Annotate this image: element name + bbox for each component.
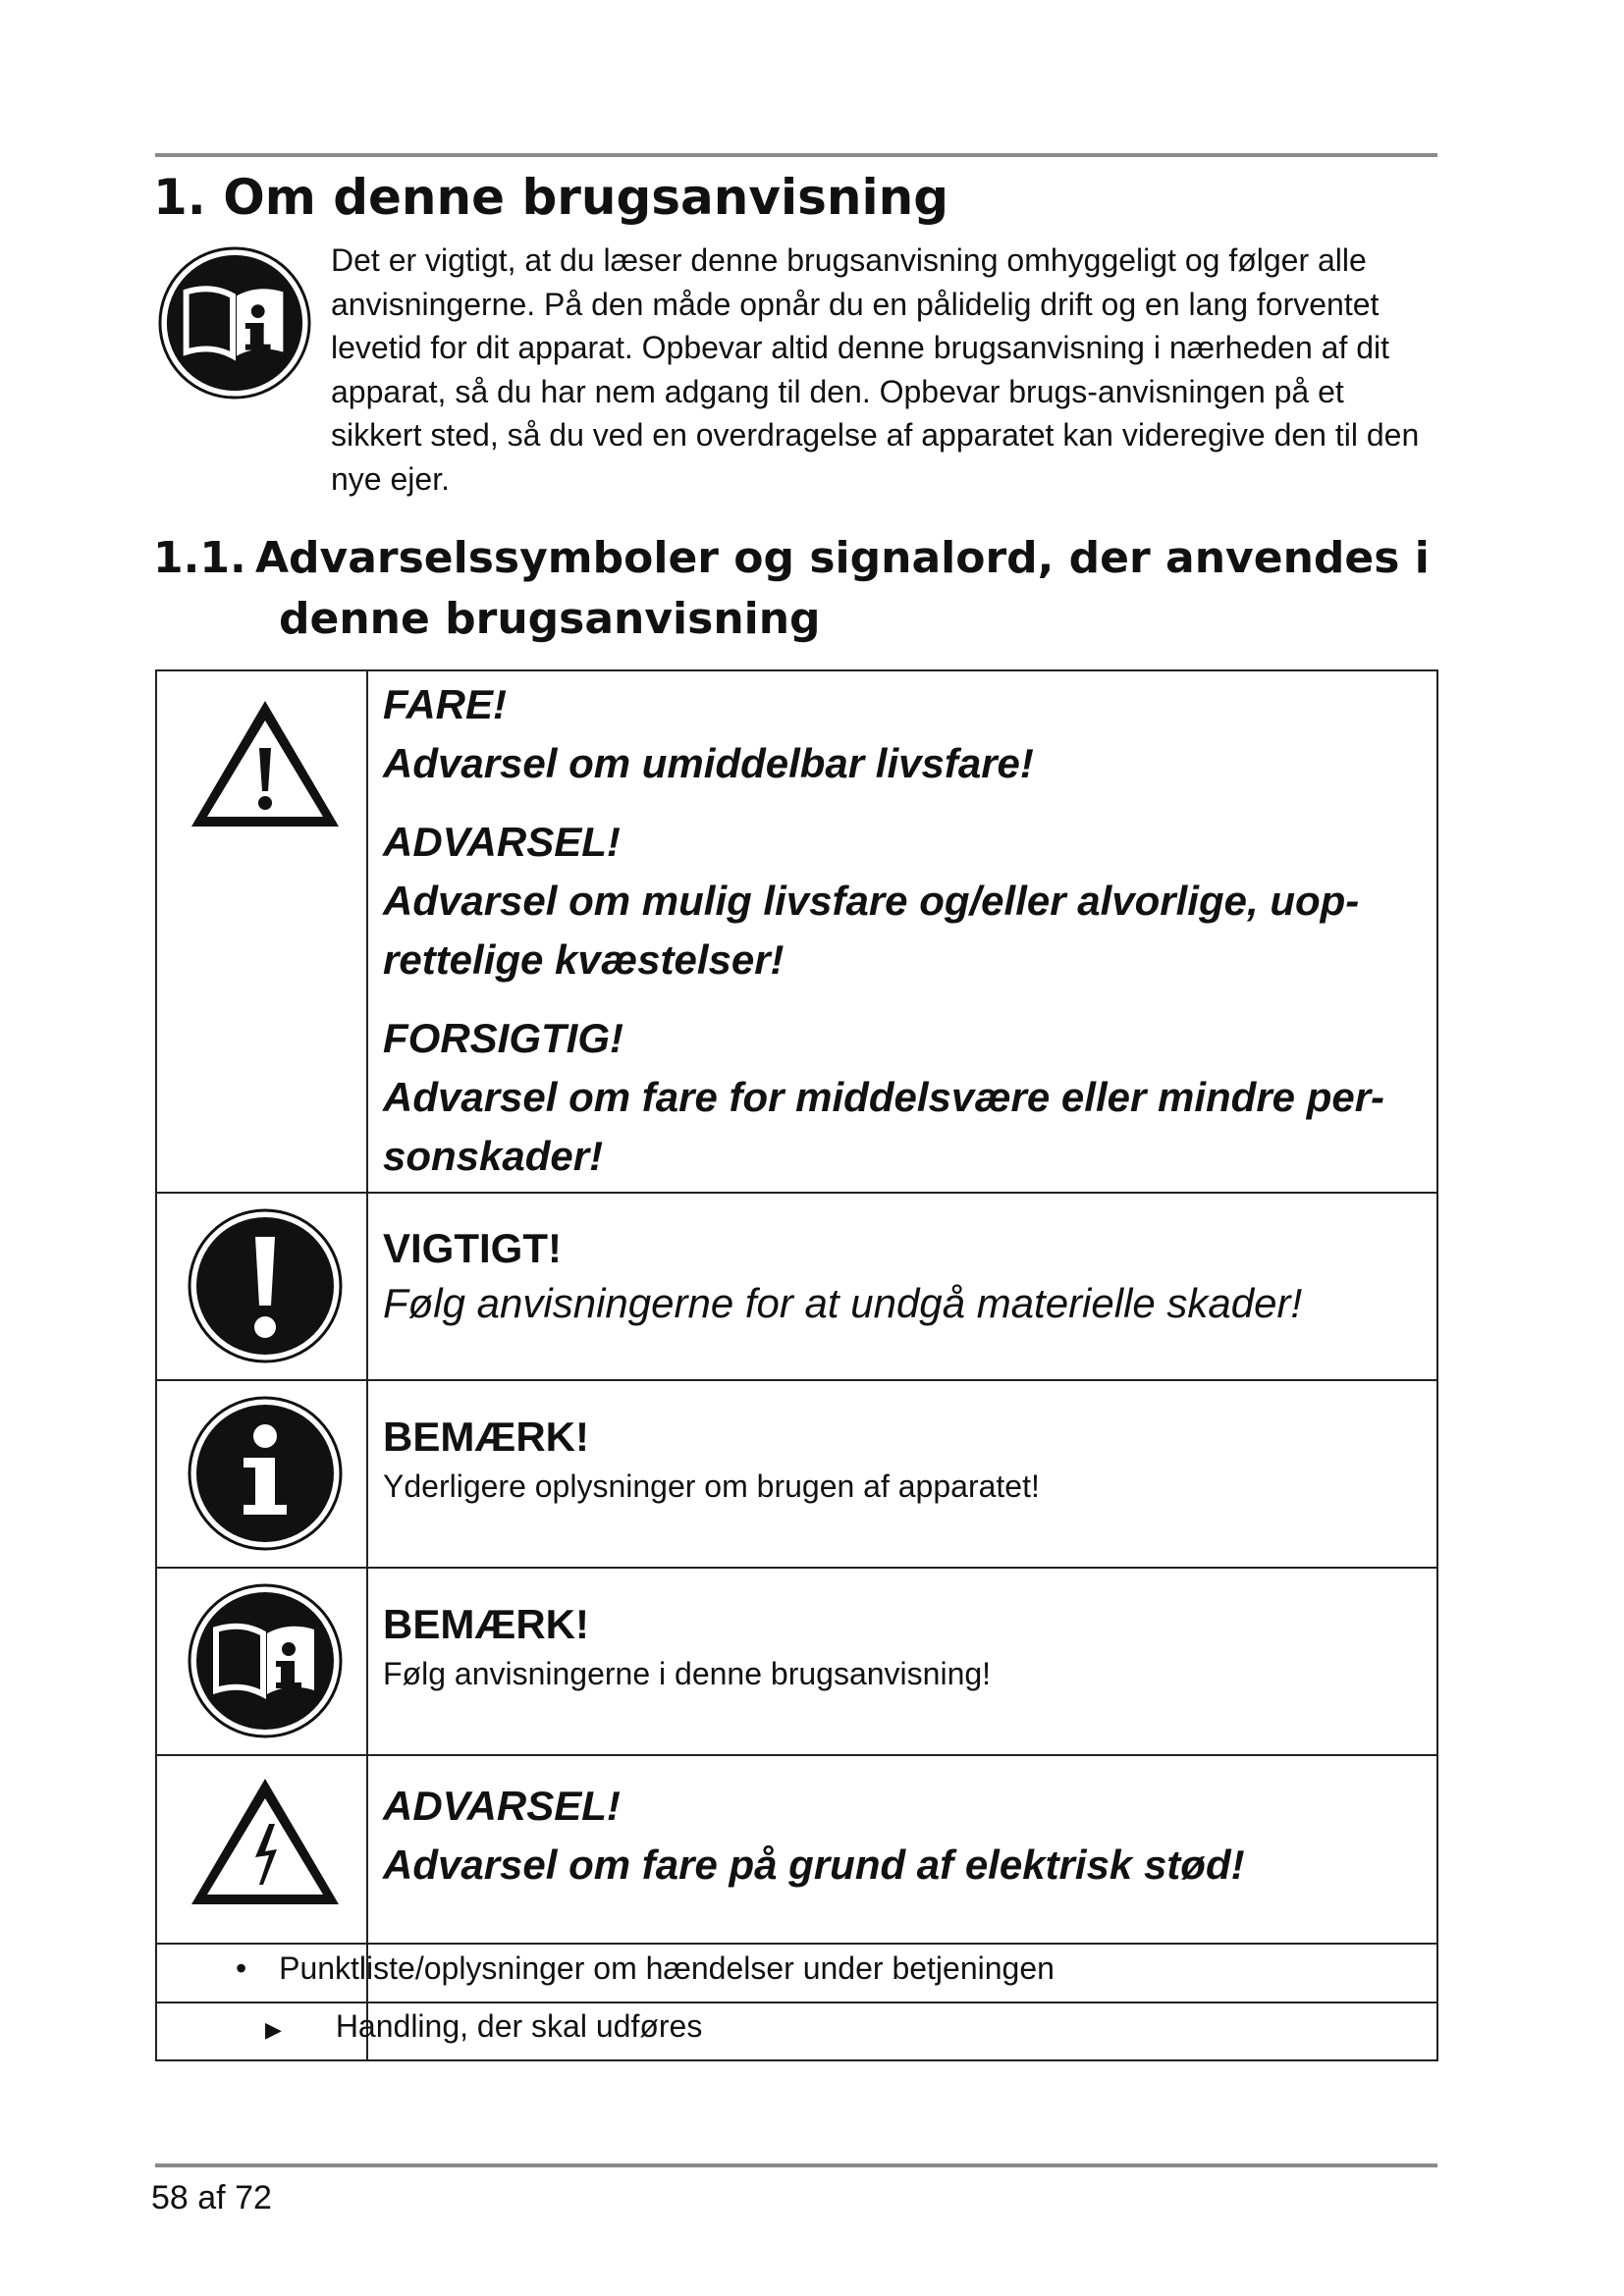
note-info-texts — [383, 1410, 1424, 1508]
manual-book-icon — [157, 245, 312, 400]
action-text: Handling, der skal udføres — [335, 2008, 703, 2044]
section-title: Om denne brugsanvisning — [223, 169, 948, 226]
text-bemaerk-manual: Følg anvisningerne i denne brugsanvisning! — [383, 1656, 992, 1691]
info-circle-icon — [187, 1395, 344, 1552]
note-manual-texts — [383, 1597, 1424, 1695]
bottom-rule — [155, 2163, 1437, 2167]
signal-advarsel-electric: ADVARSEL! — [383, 1783, 621, 1829]
column-divider — [366, 671, 368, 2059]
danger-texts — [383, 675, 1424, 1186]
warning-symbols-table — [155, 669, 1438, 2061]
intro-paragraph: Det er vigtigt, at du læser denne brugsanvisning omhyggeligt og følger alle anvisningerne. På den måde opnår du en pålidelig drift og en lang forventet levetid for dit apparat. Opbevar altid denne brugsanvisning i nærheden af dit apparat, så du har nem adgang til den. Opbevar brugs-anvisningen på et sikkert sted, så du ved en overdragelse af apparatet kan videregive den til den nye ejer. — [331, 242, 1420, 497]
signal-bemaerk-info: BEMÆRK! — [383, 1414, 589, 1460]
row-divider — [157, 2002, 1436, 2003]
text-bemaerk-info: Yderligere oplysninger om brugen af apparatet! — [383, 1468, 1040, 1504]
bullet-marker: • — [236, 1950, 247, 1986]
warning-triangle-icon — [187, 691, 344, 848]
exclamation-circle-icon — [187, 1207, 344, 1364]
bullet-legend-row — [236, 1950, 1055, 1987]
signal-fare: FARE! — [383, 681, 507, 727]
row-divider — [157, 1192, 1436, 1194]
signal-bemaerk-manual: BEMÆRK! — [383, 1601, 589, 1647]
row-divider — [157, 1379, 1436, 1381]
action-legend-row — [265, 2008, 702, 2045]
manual-book-icon — [187, 1582, 344, 1739]
text-vigtigt: Følg anvisningerne for at undgå materielle skader! — [383, 1280, 1303, 1326]
subsection-title-line2: denne brugsanvisning — [279, 594, 821, 644]
row-divider — [157, 1943, 1436, 1945]
section-number: 1. — [153, 169, 206, 226]
important-texts — [383, 1221, 1424, 1331]
bullet-text: Punktliste/oplysninger om hændelser under betjeningen — [279, 1950, 1055, 1986]
top-rule — [155, 153, 1437, 157]
row-divider — [157, 1754, 1436, 1756]
action-marker-icon: ▶ — [265, 2017, 282, 2042]
subsection-number: 1.1. — [153, 533, 246, 583]
page-number: 58 af 72 — [151, 2179, 272, 2216]
signal-vigtigt: VIGTIGT! — [383, 1225, 562, 1271]
text-fare: Advarsel om umiddelbar livsfare! — [383, 740, 1034, 786]
signal-forsigtig: FORSIGTIG! — [383, 1015, 623, 1061]
text-advarsel-electric: Advarsel om fare på grund af elektrisk stød! — [383, 1842, 1245, 1888]
electric-shock-triangle-icon — [187, 1769, 344, 1926]
signal-advarsel: ADVARSEL! — [383, 819, 621, 865]
section-heading — [153, 161, 948, 234]
subsection-heading — [153, 528, 1430, 650]
text-advarsel: Advarsel om mulig livsfare og/eller alvorlige, uop-rettelige kvæstelser! — [383, 878, 1360, 983]
row-divider — [157, 1567, 1436, 1569]
subsection-title-line1: Advarselssymboler og signalord, der anvendes i — [255, 533, 1430, 583]
text-forsigtig: Advarsel om fare for middelsvære eller mindre per-sonskader! — [383, 1074, 1385, 1179]
electric-texts — [383, 1777, 1424, 1895]
